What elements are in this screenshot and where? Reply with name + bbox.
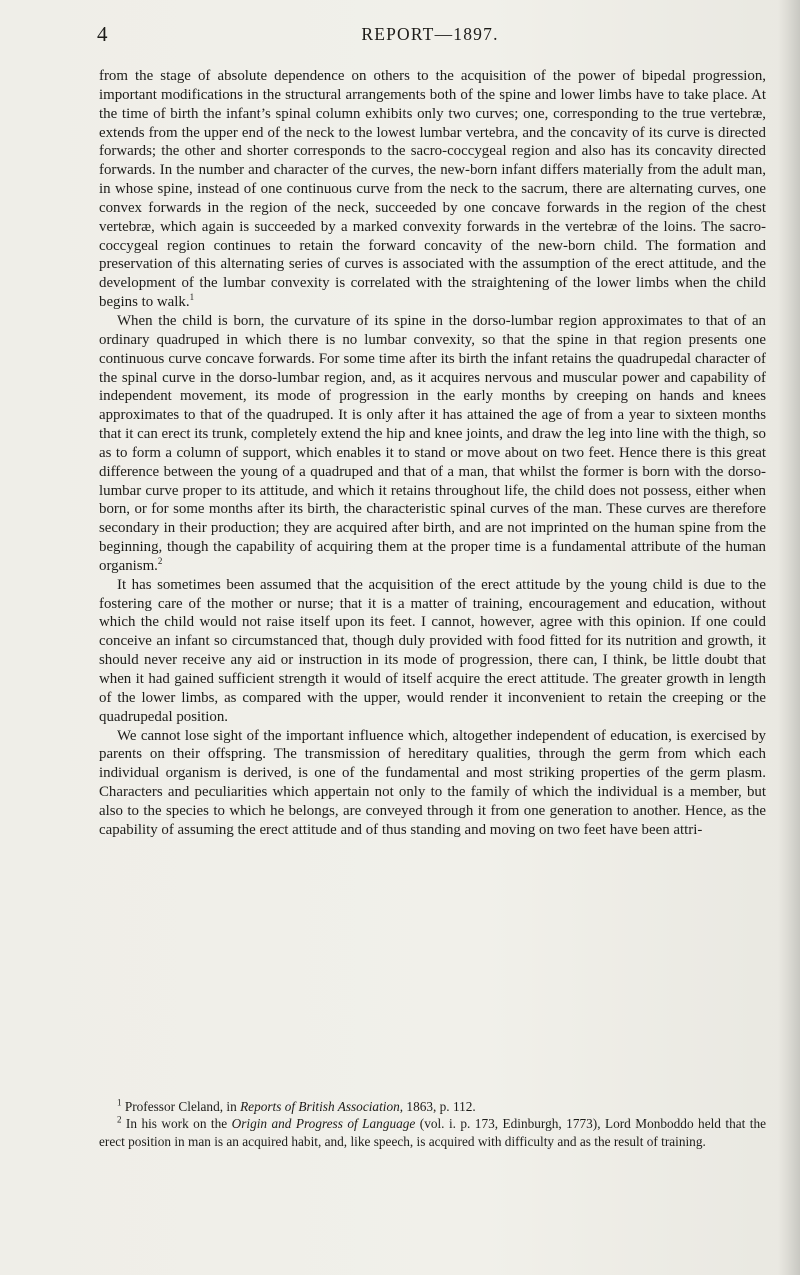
footnote-2-mark: 2 [117,1114,122,1125]
paragraph-3: It has sometimes been assumed that the acquisition of the erect attitude by the young child is due to the fostering care of the mother or nurse; that it is a matter of training, encouragement and education, without which the child would not raise itself upon its feet. I cannot, however, agree with this opinion. If one could conceive an infant so circumstanced that, though duly provided with food fitted for its nutrition and growth, it should never receive any aid or instruction in its mode of progression, there can, I think, be little doubt that when it had gained sufficient strength it would of itself acquire the erect attitude. The greater growth in length of the lower limbs, as compared with the upper, would render it inconvenient to retain the creeping or the quadrupedal position. [99,576,766,725]
footnote-ref-2: 2 [157,555,163,566]
page-header [95,22,765,50]
paragraph-2-text: When the child is born, the curvature of its spine in the dorso-lumbar region approximates to that of an ordinary quadruped in which there is no lumbar convexity, so that the spine in that region presents one continuous curve concave forwards. For some time after its birth the infant retains the quadrupedal character of the spinal curve in the dorso-lumbar region, and, as it acquires nervous and muscular power and capability of independent movement, its mode of progression in the early months by creeping on hands and knees approximates to that of the quadruped. It is only after it has attained the age of from a year to sixteen months that it can erect its trunk, completely extend the hip and knee joints, and draw the leg into line with the thigh, so as to form a column of support, which enables it to stand or move about on two feet. Hence there is this great difference between the young of a quadruped and that of a man, that whilst the former is born with the dorso-lumbar curve proper to its attitude, and which it retains throughout life, the child does not possess, either when born, or for some months after its birth, the characteristic spinal curves of the man. These curves are therefore secondary in their production; they are acquired after birth, and are not imprinted on the human spine from the beginning, though the capability of acquiring them at the proper time is a fundamental attribute of the human organism. [99,312,766,574]
footnote-1-text-a: Professor Cleland, in [121,1099,241,1114]
footnote-ref-1: 1 [189,292,195,303]
footnote-1-text-b: , 1863, p. 112. [399,1099,476,1114]
page-number: 4 [97,22,108,46]
paragraph-4: We cannot lose sight of the important influence which, altogether independent of education, is exercised by parents on their offspring. The transmission of hereditary qualities, through the germ from which each individual organism is derived, is one of the fundamental and most striking properties of the germ plasm. Characters and peculiarities which appertain not only to the family of which the individual is a member, but also to the species to which he belongs, are conveyed through it from one generation to another. Hence, as the capability of assuming the erect attitude and of thus standing and moving on two feet have been attri- [99,727,766,838]
footnote-2-title: Origin and Progress of Language [231,1116,416,1132]
footnote-1 [99,1098,766,1115]
page-edge-shadow [778,0,800,1275]
running-head: REPORT—1897. [361,24,499,44]
paragraph-1-text: from the stage of absolute dependence on others to the acquisition of the power of bipedal progression, important modifications in the structural arrangements both of the spine and lower limbs have to take place. At the time of birth the infant’s spinal column exhibits only two curves; one, corresponding to the true vertebræ, extends from the upper end of the neck to the lowest lumbar vertebra, and the concavity of its curve is directed forwards; the other and shorter corresponds to the sacro-coccygeal region and also has its concavity directed forwards. In the number and character of the curves, the new-born infant differs materially from the adult man, in whose spine, instead of one continuous curve from the neck to the sacrum, there are alternating curves, one convex forwards in the region of the neck, succeeded by one concave forwards in the region of the chest vertebræ, which again is succeeded by a marked convexity forwards in the vertebræ of the loins. The sacro-coccygeal region continues to retain the forward concavity of the new-born child. The formation and preservation of this alternating series of curves is associated with the assumption of the erect attitude, and the development of the lumbar convexity is correlated with the straightening of the lower limbs when the child begins to walk. [99,68,766,311]
paragraph-2 [99,312,766,576]
footnote-2-text-a: In his work on the [121,1116,232,1132]
paragraph-1 [99,67,766,312]
footnote-2 [99,1115,766,1150]
footnotes [99,1098,766,1150]
footnote-1-mark: 1 [117,1097,122,1108]
footnote-1-title: Reports of British Association [240,1099,400,1114]
body-text [99,67,766,840]
footnote-2-text-b: (vol. i. p. 173, Edinburgh, 1773), Lord Monboddo held that the erect position in man is an acquired habit, and, like speech, is acquired with difficulty and as the result of training. [99,1116,766,1149]
